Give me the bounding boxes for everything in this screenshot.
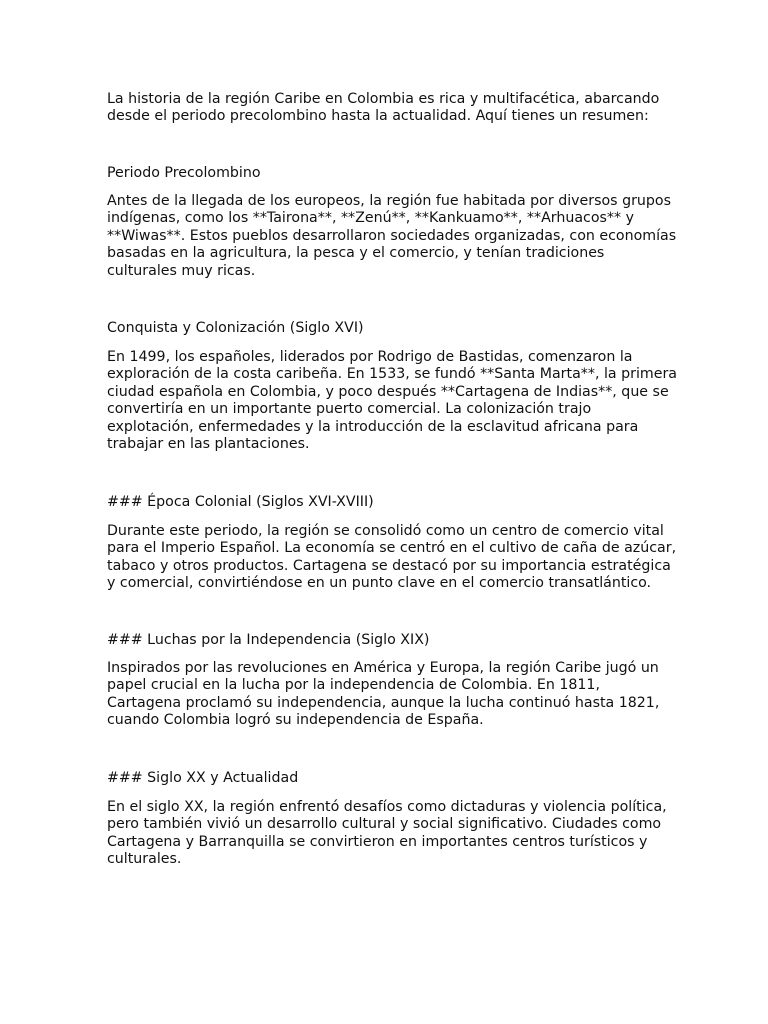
section-body-precolombino: Antes de la llegada de los europeos, la región fue habitada por diversos grupos indígenas, como los **Tairona**, **Zenú**, **Kankuamo**, **Arhuacos** y **Wiwas**. Estos pueblos desarrollaron sociedades organizadas, con economías basadas en la agricultura, la pesca y el comercio, y tenían tradiciones culturales muy ricas. xyxy=(107,193,677,279)
section-heading-conquista: Conquista y Colonización (Siglo XVI) xyxy=(107,320,364,336)
section-heading-siglo-xx: ### Siglo XX y Actualidad xyxy=(107,770,299,786)
section-body-independencia: Inspirados por las revoluciones en América y Europa, la región Caribe jugó un papel crucial en la lucha por la independencia de Colombia. En 1811, Cartagena proclamó su independencia, aunque la lucha continuó hasta 1821, cuando Colombia logró su independencia de España. xyxy=(107,660,660,729)
section-body-conquista: En 1499, los españoles, liderados por Rodrigo de Bastidas, comenzaron la exploración de la costa caribeña. En 1533, se fundó **Santa Marta**, la primera ciudad española en Colombia, y poco después **Cartagena de Indias**, que se convertiría en un importante puerto comercial. La colonización trajo explotación, enfermedades y la introducción de la esclavitud africana para trabajar en las plantaciones. xyxy=(107,349,677,453)
intro-paragraph: La historia de la región Caribe en Colombia es rica y multifacética, abarcando desde el periodo precolombino hasta la actualidad. Aquí tienes un resumen: xyxy=(107,91,660,125)
section-body-colonial: Durante este periodo, la región se consolidó como un centro de comercio vital para el Imperio Español. La economía se centró en el cultivo de caña de azúcar, tabaco y otros productos. Cartagena se destacó por su importancia estratégica y comercial, convirtiéndose en un punto clave en el comercio transatlántico. xyxy=(107,523,677,592)
section-heading-independencia: ### Luchas por la Independencia (Siglo XIX) xyxy=(107,632,430,648)
section-heading-precolombino: Periodo Precolombino xyxy=(107,165,261,181)
section-heading-colonial: ### Época Colonial (Siglos XVI-XVIII) xyxy=(107,494,374,510)
section-body-siglo-xx: En el siglo XX, la región enfrentó desafíos como dictaduras y violencia política, pero también vivió un desarrollo cultural y social significativo. Ciudades como Cartagena y Barranquilla se convirtieron en importantes centros turísticos y culturales. xyxy=(107,799,667,868)
